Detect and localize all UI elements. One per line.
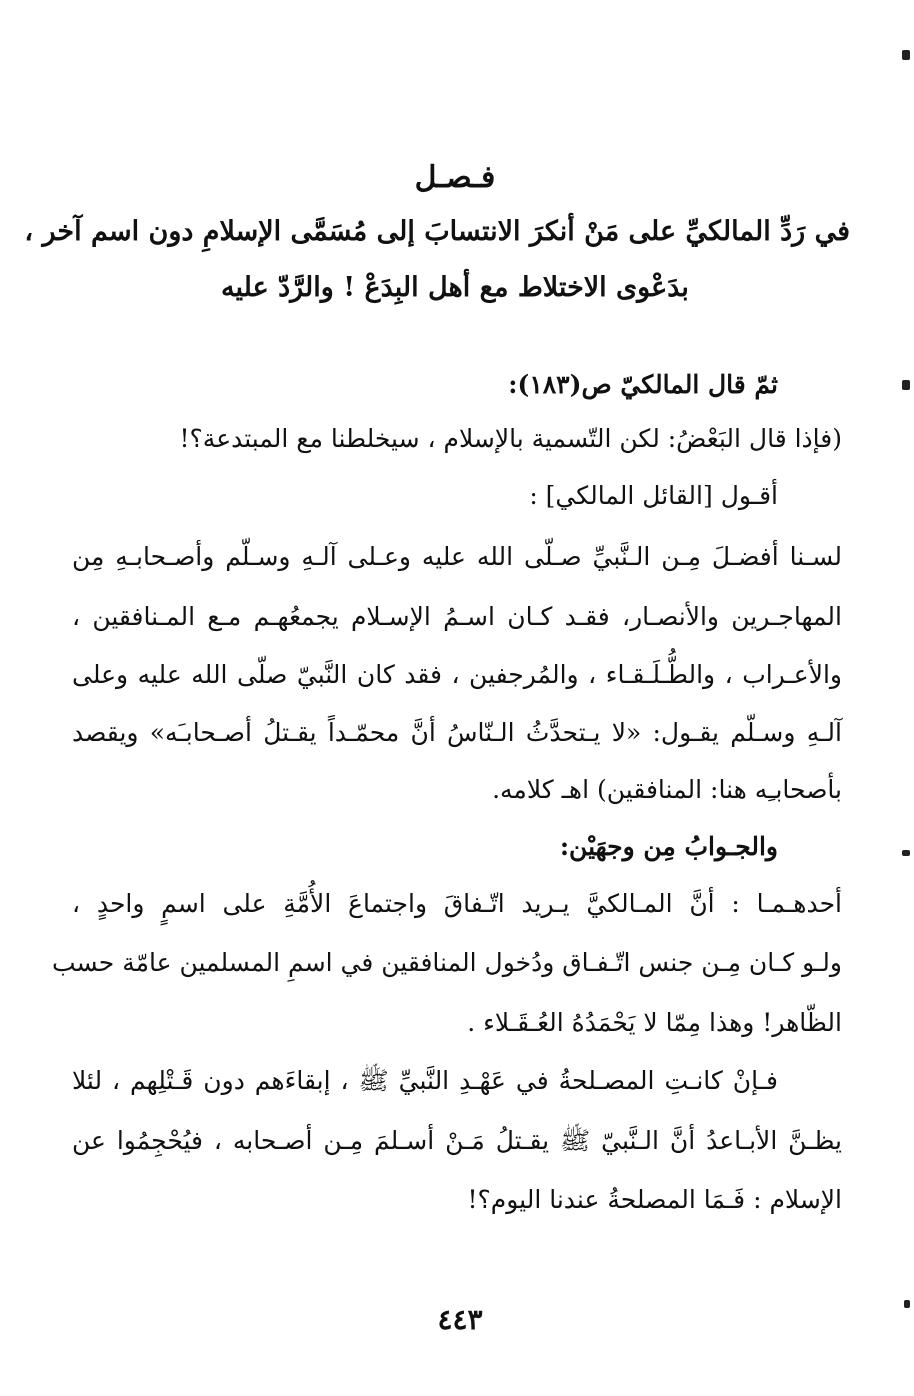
body-line: يظـنَّ الأبـاعدُ أنَّ الـنَّبيّ ﷺ يقـتلُ مَـنْ أسـلمَ مِـن أصـحابه ، فيُحْجِمُوا عن: [72, 1126, 842, 1155]
body-line: ولـو كـان مِـن جنس اتّـفـاق ودُخول المنافقين في اسمِ المسلمين عامّة حسب: [51, 948, 842, 977]
quote-intro-line: ثمّ قال المالكيّ ص(١٨٣):: [508, 370, 778, 399]
body-line: بأصحابـِه هنا: المنافقين) اهـ كلامه.: [492, 775, 842, 804]
page-number: ٤٤٣: [437, 1303, 483, 1336]
scan-edge-mark: [902, 850, 910, 856]
body-line: لسـنا أفضـلَ مِـن الـنَّبيِّ صـلّى الله عليه وعـلى آلـهِ وسـلّم وأصـحابـهِ مِن: [72, 542, 842, 571]
body-line: المهاجـرين والأنصـار، فقـد كـان اسـمُ الإسـلام يجمعُهـم مـع المـنافقين ،: [72, 602, 842, 631]
body-line: فـإنْ كانـتِ المصـلحةُ في عَهْـدِ النَّبيِّ ﷺ ، إبقاءَهم دون قَـتْلِهم ، لئلا: [72, 1066, 778, 1095]
section-title-line-1: في رَدِّ المالكيِّ على مَنْ أنكرَ الانتسابَ إلى مُسَمَّى الإسلامِ دون اسم آخر ،: [24, 216, 850, 247]
body-line: الإسلام : فَـمَا المصلحةُ عندنا اليوم؟!: [467, 1185, 842, 1214]
section-heading: فـصـل: [414, 160, 496, 195]
body-line: والأعـراب ، والطُّـلَـقـاء ، والمُرجفين ، فقد كان النَّبيّ صلّى الله عليه وعلى: [72, 660, 842, 689]
body-line: أحدهـمـا : أنَّ المـالكيَّ يـريد اتّـفاقَ واجتماعَ الأُمَّةِ على اسمٍ واحدٍ ،: [72, 889, 842, 918]
scan-edge-mark: [902, 50, 910, 60]
body-line: آلـهِ وسـلّم يقـول: «لا يـتحدَّثُ الـنّاسُ أنَّ محمّـداً يقـتلُ أصـحابـَه» ويقصد: [72, 718, 842, 747]
body-line: (فإذا قال البَعْضُ: لكن التّسمية بالإسلام ، سيخلطنا مع المبتدعة؟!: [179, 424, 842, 453]
scan-edge-mark: [902, 380, 910, 390]
body-line: أقـول [القائل المالكي] :: [529, 481, 778, 510]
body-line: الظّاهر! وهذا مِمّا لا يَحْمَدُهُ العُـقَـلاء .: [467, 1008, 842, 1037]
scan-edge-mark: [904, 1300, 910, 1308]
section-title-line-2: بدَعْوى الاختلاط مع أهل البِدَعْ ! والرَّدّ عليه: [221, 272, 689, 303]
answer-heading-line: والجـوابُ مِن وجهَيْن:: [559, 832, 778, 861]
